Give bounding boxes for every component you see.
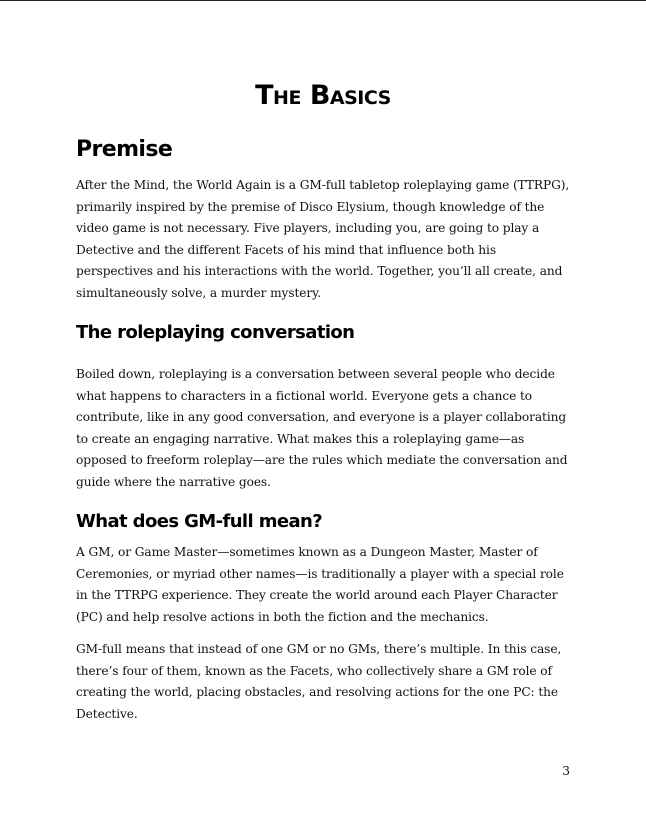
- paragraph-gm-definition: A GM, or Game Master—sometimes known as a Dungeon Master, Master of Ceremonies, or myriad other names—is traditionally a player with a special role in the TTRPG experience. They create the world around each Player Character (PC) and help resolve actions in both the fiction and the mechanics.: [76, 545, 564, 624]
- heading-gm-full: What does GM-full mean?: [76, 511, 323, 532]
- paragraph-roleplaying-conversation: Boiled down, roleplaying is a conversation between several people who decide what happens to characters in a fictional world. Everyone gets a chance to contribute, like in any good conversation, and everyone is a player collaborating to create an engaging narrative. What makes this a roleplaying game—as opposed to freeform roleplay—are the rules which mediate the conversation and guide where the narrative goes.: [76, 367, 568, 489]
- heading-premise: Premise: [76, 137, 173, 162]
- page-title: The Basics: [255, 80, 391, 111]
- heading-roleplaying-conversation: The roleplaying conversation: [76, 322, 355, 343]
- paragraph-premise: After the Mind, the World Again is a GM-full tabletop roleplaying game (TTRPG), primarily inspired by the premise of Disco Elysium, though knowledge of the video game is not necessary. Five players, including you, are going to play a Detective and the different Facets of his mind that influence both his perspectives and his interactions with the world. Together, you’ll all create, and simultaneously solve, a murder mystery.: [76, 178, 570, 300]
- page-number: 3: [562, 764, 570, 778]
- paragraph-gm-full-definition: GM-full means that instead of one GM or no GMs, there’s multiple. In this case, there’s four of them, known as the Facets, who collectively share a GM role of creating the world, placing obstacles, and resolving actions for the one PC: the Detective.: [76, 642, 562, 721]
- top-rule: [0, 0, 646, 1]
